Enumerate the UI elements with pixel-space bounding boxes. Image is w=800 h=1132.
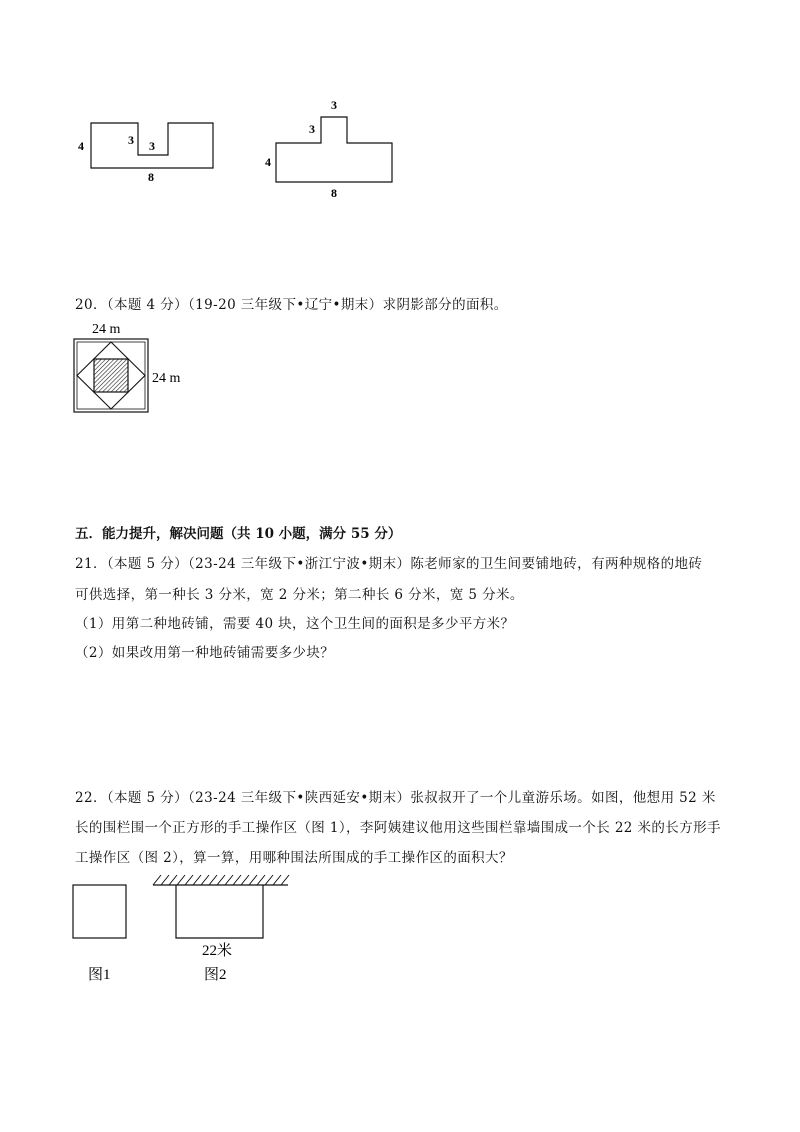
question-22-line-1: 22．（本题 5 分）（23-24 三年级下•陕西延安•期末）张叔叔开了一个儿童游乐场。如图，他想用 52 米 [75, 790, 716, 806]
figure-20 [70, 318, 210, 418]
fig1-square [73, 885, 126, 938]
question-21-sub-1: （1）用第二种地砖铺，需要 40 块，这个卫生间的面积是多少平方米？ [75, 616, 515, 632]
shaded-square [94, 359, 128, 392]
wall-hatch [153, 875, 289, 885]
fig19a-notch-side-label: 3 [128, 133, 134, 147]
question-20-text: 20．（本题 4 分）（19-20 三年级下•辽宁•期末）求阴影部分的面积。 [75, 297, 508, 313]
fig19a-notch-bottom-label: 3 [149, 139, 155, 153]
fig19a-left-label: 4 [78, 139, 84, 153]
fig2-caption: 图2 [204, 967, 227, 983]
question-22-line-2: 长的围栏围一个正方形的手工操作区（图 1），李阿姨建议他用这些围栏靠墙围成一个长 22 米的长方形手 [75, 820, 721, 836]
fig20-right-dimension: 24 m [152, 371, 181, 386]
t-shape [276, 117, 392, 182]
fig2-rectangle [176, 885, 263, 938]
question-22-line-3: 工操作区（图 2），算一算，用哪种围法所围成的手工操作区的面积大？ [75, 850, 513, 866]
question-21-sub-2: （2）如果改用第一种地砖铺需要多少块？ [75, 645, 335, 661]
figure-19a [70, 110, 230, 190]
fig19b-top-label: 3 [331, 98, 337, 112]
figure-19b [255, 90, 405, 200]
fig19b-side-label: 3 [309, 122, 315, 136]
question-21-line-1: 21．（本题 5 分）（23-24 三年级下•浙江宁波•期末）陈老师家的卫生间要铺地砖，有两种规格的地砖 [75, 556, 703, 572]
section-5-title: 五．能力提升，解决问题（共 10 小题，满分 55 分） [75, 526, 402, 542]
fig20-top-dimension: 24 m [92, 322, 121, 337]
fig1-caption: 图1 [88, 967, 111, 983]
figure-22 [65, 868, 305, 988]
question-21-line-2: 可供选择，第一种长 3 分米，宽 2 分米；第二种长 6 分米，宽 5 分米。 [75, 587, 524, 603]
fig2-length-label: 22米 [202, 943, 233, 959]
fig19b-left-label: 4 [265, 155, 271, 169]
fig19a-bottom-label: 8 [148, 170, 154, 184]
fig19b-bottom-label: 8 [331, 186, 337, 200]
